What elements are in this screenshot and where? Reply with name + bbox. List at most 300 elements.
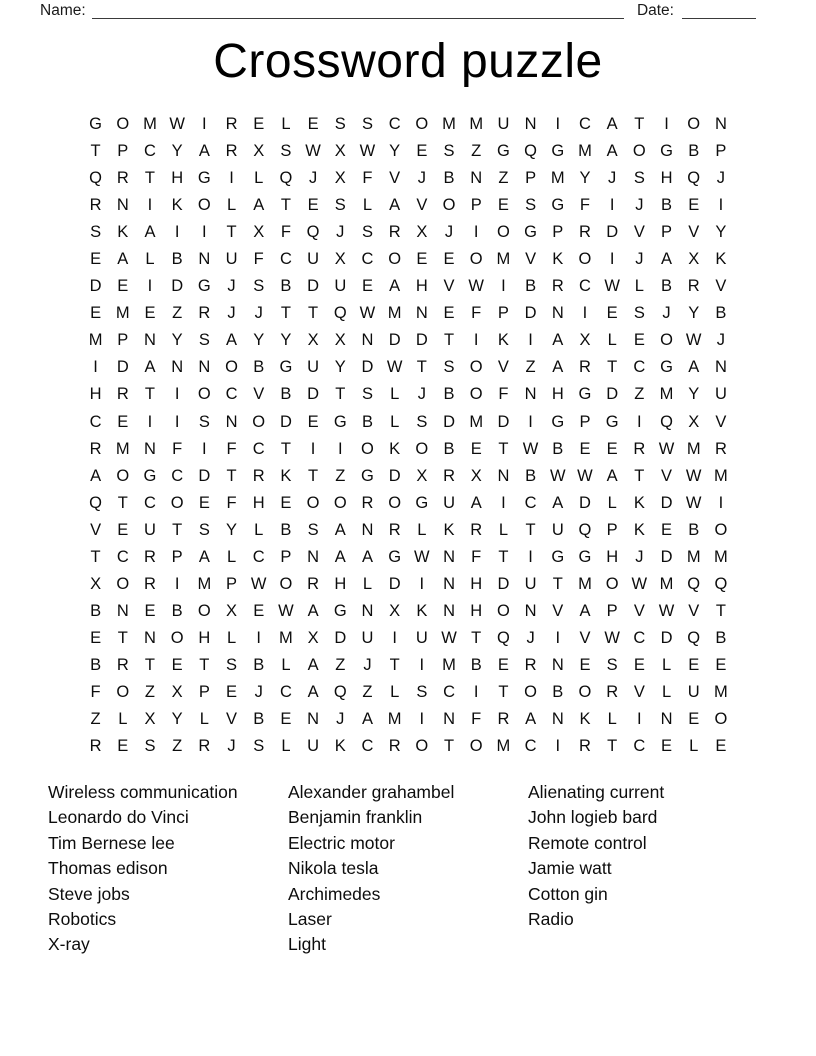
grid-letter: N xyxy=(144,331,156,350)
letter-grid xyxy=(82,111,735,760)
word-list-item: Light xyxy=(288,934,326,955)
grid-letter: V xyxy=(552,601,564,620)
grid-letter: W xyxy=(169,115,185,134)
grid-letter: S xyxy=(280,142,292,161)
word-list-item: Alexander grahambel xyxy=(288,782,455,802)
grid-letter: N xyxy=(307,547,320,566)
grid-letter: N xyxy=(361,331,374,350)
word-list-item: Tim Bernese lee xyxy=(48,832,175,853)
grid-letter: S xyxy=(443,142,455,161)
grid-letter: S xyxy=(633,169,645,188)
word-list-item: John logieb bard xyxy=(528,807,658,828)
grid-letter: U xyxy=(497,115,510,134)
grid-letter: R xyxy=(579,223,591,242)
grid-letter: M xyxy=(686,547,701,566)
grid-letter: B xyxy=(715,628,727,647)
grid-letter: O xyxy=(660,331,673,350)
grid-letter: P xyxy=(470,196,482,215)
grid-letter: T xyxy=(280,304,291,323)
grid-letter: P xyxy=(117,142,129,161)
grid-letter: D xyxy=(334,628,347,647)
grid-letter: N xyxy=(443,574,455,593)
grid-letter: R xyxy=(116,385,129,404)
grid-letter: A xyxy=(117,250,129,269)
grid-letter: R xyxy=(579,358,591,377)
grid-letter: A xyxy=(307,683,319,701)
grid-letter: E xyxy=(226,683,238,701)
grid-letter: U xyxy=(307,358,320,377)
grid-letter: U xyxy=(687,683,700,701)
grid-letter: D xyxy=(279,412,292,431)
grid-letter: S xyxy=(334,115,346,134)
grid-letter: A xyxy=(198,142,210,161)
grid-letter: L xyxy=(607,493,617,512)
grid-letter: W xyxy=(359,142,376,161)
grid-letter: E xyxy=(171,655,183,674)
grid-letter: I xyxy=(392,628,397,647)
grid-letter: H xyxy=(89,385,102,404)
word-list-column xyxy=(528,780,664,932)
grid-letter: A xyxy=(606,466,618,485)
grid-letter: G xyxy=(279,358,293,377)
grid-letter: M xyxy=(387,710,402,729)
grid-letter: F xyxy=(471,304,482,323)
grid-letter: I xyxy=(609,196,615,215)
grid-letter: M xyxy=(115,439,130,458)
grid-letter: X xyxy=(307,628,319,647)
grid-letter: A xyxy=(552,331,564,350)
grid-letter: U xyxy=(361,628,374,647)
grid-letter: E xyxy=(144,304,156,323)
grid-letter: W xyxy=(359,304,376,323)
grid-letter: R xyxy=(116,169,129,188)
grid-letter: J xyxy=(363,655,372,674)
grid-letter: F xyxy=(471,710,482,729)
grid-letter: E xyxy=(253,601,265,620)
grid-letter: G xyxy=(551,412,565,431)
grid-letter: Q xyxy=(333,683,347,701)
grid-letter: Q xyxy=(714,574,728,593)
grid-letter: T xyxy=(416,358,427,377)
grid-letter: M xyxy=(686,439,701,458)
grid-letter: I xyxy=(174,223,180,242)
grid-letter: W xyxy=(604,277,620,296)
word-list-item: Laser xyxy=(288,909,332,930)
grid-letter: H xyxy=(198,628,211,647)
grid-letter: L xyxy=(145,250,155,269)
grid-letter: B xyxy=(552,439,564,458)
grid-letter: C xyxy=(524,737,537,756)
grid-letter: H xyxy=(551,385,564,404)
word-list-item: Radio xyxy=(528,909,574,930)
grid-letter: K xyxy=(443,520,455,539)
grid-letter: Q xyxy=(89,169,103,188)
grid-letter: O xyxy=(116,466,130,485)
grid-letter: H xyxy=(252,493,265,512)
name-blank-line xyxy=(92,2,624,19)
grid-letter: T xyxy=(634,115,645,134)
grid-letter: L xyxy=(362,574,373,593)
grid-letter: D xyxy=(443,412,455,431)
grid-letter: H xyxy=(606,547,619,566)
grid-letter: E xyxy=(633,331,645,350)
grid-letter: I xyxy=(609,250,615,269)
word-list-item: Archimedes xyxy=(288,883,381,904)
grid-letter: Q xyxy=(578,520,592,539)
grid-letter: V xyxy=(90,520,102,539)
grid-letter: O xyxy=(496,223,510,242)
grid-letter: N xyxy=(660,710,673,729)
grid-letter: F xyxy=(172,439,183,458)
grid-letter: J xyxy=(635,547,644,566)
grid-letter: D xyxy=(660,547,673,566)
grid-letter: J xyxy=(254,304,263,323)
grid-letter: R xyxy=(89,196,102,215)
grid-letter: U xyxy=(144,520,156,539)
grid-letter: Y xyxy=(171,331,183,350)
grid-letter: R xyxy=(443,466,455,485)
grid-letter: Z xyxy=(362,683,373,701)
grid-letter: E xyxy=(661,737,673,756)
grid-letter: D xyxy=(89,277,102,296)
grid-letter: J xyxy=(308,169,318,188)
grid-letter: G xyxy=(197,277,211,296)
grid-letter: S xyxy=(144,737,156,756)
grid-letter: I xyxy=(501,493,506,512)
grid-letter: E xyxy=(579,439,591,458)
grid-letter: M xyxy=(279,628,293,647)
grid-letter: I xyxy=(174,385,180,404)
grid-letter: I xyxy=(582,304,588,323)
grid-letter: T xyxy=(471,628,482,647)
grid-letter: Z xyxy=(498,169,509,188)
grid-letter: V xyxy=(688,601,700,620)
grid-letter: E xyxy=(280,710,292,729)
grid-letter: R xyxy=(714,439,727,458)
grid-letter: G xyxy=(415,493,429,512)
grid-letter: N xyxy=(144,439,156,458)
grid-letter: J xyxy=(662,304,671,323)
grid-letter: D xyxy=(388,574,401,593)
grid-letter: P xyxy=(579,412,591,431)
grid-letter: W xyxy=(604,628,620,647)
grid-letter: H xyxy=(470,574,483,593)
grid-letter: O xyxy=(687,115,701,134)
grid-letter: X xyxy=(90,574,102,593)
grid-letter: C xyxy=(579,115,591,134)
grid-letter: I xyxy=(202,223,207,242)
grid-letter: C xyxy=(279,250,292,269)
grid-letter: G xyxy=(333,601,347,620)
grid-letter: S xyxy=(226,655,238,674)
grid-letter: I xyxy=(229,169,234,188)
grid-letter: N xyxy=(361,601,374,620)
grid-letter: W xyxy=(250,574,267,593)
grid-letter: S xyxy=(334,196,346,215)
grid-letter: V xyxy=(633,601,645,620)
grid-letter: D xyxy=(415,331,428,350)
grid-letter: C xyxy=(89,412,102,431)
grid-letter: R xyxy=(116,655,129,674)
grid-letter: Z xyxy=(144,683,156,701)
grid-letter: N xyxy=(361,520,374,539)
grid-letter: B xyxy=(90,655,102,674)
grid-letter: F xyxy=(90,683,101,701)
grid-letter: B xyxy=(171,250,183,269)
grid-letter: D xyxy=(497,574,510,593)
grid-letter: E xyxy=(117,277,129,296)
grid-letter: I xyxy=(310,439,316,458)
grid-letter: H xyxy=(334,574,347,593)
grid-letter: R xyxy=(551,277,564,296)
grid-letter: F xyxy=(471,547,482,566)
grid-letter: B xyxy=(715,304,727,323)
grid-letter: A xyxy=(334,547,346,566)
grid-letter: Y xyxy=(688,304,700,323)
grid-letter: O xyxy=(252,412,266,431)
grid-letter: Y xyxy=(688,385,700,404)
grid-letter: N xyxy=(470,169,483,188)
grid-letter: Z xyxy=(525,358,536,377)
grid-letter: R xyxy=(579,737,591,756)
grid-letter: Q xyxy=(279,169,293,188)
grid-letter: C xyxy=(361,737,374,756)
grid-letter: I xyxy=(147,277,153,296)
grid-letter: X xyxy=(226,601,238,620)
grid-letter: R xyxy=(361,493,374,512)
grid-letter: U xyxy=(225,250,238,269)
grid-letter: I xyxy=(93,358,98,377)
grid-letter: R xyxy=(225,115,238,134)
grid-letter: L xyxy=(281,737,291,756)
grid-letter: V xyxy=(633,683,645,701)
grid-letter: W xyxy=(386,358,403,377)
grid-letter: Q xyxy=(306,223,320,242)
grid-letter: S xyxy=(633,304,645,323)
grid-letter: F xyxy=(498,385,509,404)
grid-letter: O xyxy=(197,601,211,620)
grid-letter: T xyxy=(498,683,509,701)
grid-letter: W xyxy=(685,493,702,512)
grid-letter: C xyxy=(388,115,401,134)
grid-letter: V xyxy=(633,223,645,242)
grid-letter: T xyxy=(117,493,128,512)
grid-letter: T xyxy=(335,385,346,404)
grid-letter: L xyxy=(634,277,644,296)
grid-letter: W xyxy=(414,547,430,566)
grid-letter: G xyxy=(197,169,211,188)
grid-letter: O xyxy=(415,737,429,756)
word-list-column xyxy=(288,780,454,958)
grid-letter: L xyxy=(607,331,617,350)
grid-letter: K xyxy=(579,710,591,729)
grid-letter: M xyxy=(469,412,484,431)
grid-letter: F xyxy=(253,250,264,269)
grid-letter: T xyxy=(498,439,509,458)
grid-letter: O xyxy=(469,358,483,377)
grid-letter: E xyxy=(606,304,618,323)
word-list-item: Cotton gin xyxy=(528,883,608,904)
grid-letter: E xyxy=(688,710,700,729)
grid-letter: G xyxy=(89,115,103,134)
grid-letter: C xyxy=(633,737,646,756)
grid-letter: I xyxy=(473,683,479,701)
grid-letter: M xyxy=(714,683,728,701)
grid-letter: N xyxy=(551,304,564,323)
grid-letter: M xyxy=(496,250,511,269)
grid-letter: W xyxy=(631,574,648,593)
grid-letter: W xyxy=(549,466,566,485)
grid-letter: J xyxy=(336,223,345,242)
grid-letter: X xyxy=(389,601,401,620)
grid-letter: T xyxy=(607,358,618,377)
grid-letter: A xyxy=(525,710,537,729)
grid-letter: Z xyxy=(335,655,346,674)
grid-letter: T xyxy=(144,385,156,404)
grid-letter: N xyxy=(524,601,537,620)
grid-letter: E xyxy=(253,115,265,134)
grid-letter: L xyxy=(226,196,237,215)
grid-letter: W xyxy=(685,331,702,350)
word-list-item: Wireless communication xyxy=(48,782,238,802)
grid-letter: L xyxy=(390,412,400,431)
grid-letter: I xyxy=(555,737,561,756)
grid-letter: L xyxy=(281,655,291,674)
grid-letter: I xyxy=(174,574,180,593)
grid-letter: J xyxy=(526,628,535,647)
grid-letter: U xyxy=(714,385,727,404)
grid-letter: X xyxy=(253,223,265,242)
grid-letter: X xyxy=(144,710,156,729)
grid-letter: M xyxy=(578,142,592,161)
grid-letter: R xyxy=(225,142,238,161)
grid-letter: D xyxy=(579,493,591,512)
grid-letter: D xyxy=(361,358,374,377)
grid-letter: O xyxy=(632,142,646,161)
grid-letter: R xyxy=(198,737,211,756)
grid-letter: L xyxy=(226,628,237,647)
grid-letter: B xyxy=(661,196,673,215)
grid-letter: T xyxy=(172,520,183,539)
grid-letter: G xyxy=(388,547,402,566)
grid-letter: S xyxy=(361,223,373,242)
grid-letter: S xyxy=(525,196,537,215)
grid-letter: S xyxy=(416,683,428,701)
word-list-item: Electric motor xyxy=(288,832,395,853)
grid-letter: D xyxy=(388,331,401,350)
grid-letter: O xyxy=(415,439,429,458)
grid-letter: R xyxy=(144,547,156,566)
grid-letter: P xyxy=(552,223,564,242)
grid-letter: S xyxy=(198,331,210,350)
grid-letter: M xyxy=(442,655,456,674)
grid-letter: V xyxy=(389,169,401,188)
grid-letter: D xyxy=(660,628,673,647)
grid-letter: R xyxy=(524,655,537,674)
grid-letter: G xyxy=(660,358,673,377)
grid-letter: J xyxy=(417,169,426,188)
grid-letter: B xyxy=(688,520,700,539)
grid-letter: M xyxy=(578,574,592,593)
grid-letter: M xyxy=(659,574,674,593)
grid-letter: M xyxy=(88,331,103,350)
grid-letter: E xyxy=(715,737,727,756)
grid-letter: L xyxy=(390,683,400,701)
grid-letter: K xyxy=(416,601,428,620)
grid-letter: U xyxy=(307,250,320,269)
grid-letter: O xyxy=(361,439,374,458)
grid-letter: R xyxy=(470,520,483,539)
grid-letter: I xyxy=(202,115,207,134)
grid-letter: G xyxy=(551,547,565,566)
grid-letter: O xyxy=(714,520,728,539)
grid-letter: U xyxy=(307,737,320,756)
name-label: Name: xyxy=(40,2,86,19)
grid-letter: B xyxy=(470,655,482,674)
grid-letter: O xyxy=(714,710,728,729)
grid-letter: L xyxy=(362,196,373,215)
date-blank-line xyxy=(682,2,756,19)
grid-letter: K xyxy=(389,439,401,458)
grid-letter: K xyxy=(715,250,727,269)
grid-letter: I xyxy=(501,277,506,296)
grid-letter: E xyxy=(497,196,509,215)
grid-letter: J xyxy=(254,683,263,701)
grid-letter: Y xyxy=(226,520,238,539)
grid-letter: O xyxy=(496,601,510,620)
grid-letter: D xyxy=(388,466,401,485)
grid-letter: Q xyxy=(333,304,347,323)
grid-letter: R xyxy=(687,277,700,296)
grid-letter: U xyxy=(443,493,455,512)
grid-letter: A xyxy=(144,358,156,377)
grid-letter: N xyxy=(225,412,238,431)
grid-letter: E xyxy=(688,196,700,215)
grid-letter: N xyxy=(443,601,455,620)
grid-letter: B xyxy=(661,277,673,296)
grid-letter: D xyxy=(307,385,320,404)
grid-letter: G xyxy=(143,466,157,485)
grid-letter: E xyxy=(307,115,319,134)
grid-letter: T xyxy=(308,466,319,485)
grid-letter: M xyxy=(197,574,212,593)
grid-letter: M xyxy=(143,115,157,134)
grid-letter: P xyxy=(117,331,129,350)
grid-letter: T xyxy=(90,547,101,566)
grid-letter: D xyxy=(198,466,211,485)
grid-letter: U xyxy=(524,574,537,593)
grid-letter: L xyxy=(281,115,291,134)
grid-letter: A xyxy=(389,196,401,215)
grid-letter: O xyxy=(578,250,592,269)
grid-letter: Y xyxy=(171,710,183,729)
grid-letter: B xyxy=(443,169,455,188)
grid-letter: N xyxy=(714,358,727,377)
grid-letter: E xyxy=(715,655,727,674)
grid-letter: C xyxy=(443,683,455,701)
grid-letter: G xyxy=(578,547,592,566)
grid-letter: B xyxy=(280,277,292,296)
grid-letter: O xyxy=(116,115,130,134)
grid-letter: E xyxy=(579,655,591,674)
grid-letter: U xyxy=(334,277,347,296)
grid-letter: I xyxy=(473,223,479,242)
word-list-item: X-ray xyxy=(48,934,90,955)
grid-letter: I xyxy=(555,628,561,647)
word-list-item: Remote control xyxy=(528,832,647,853)
grid-letter: A xyxy=(307,601,319,620)
grid-letter: B xyxy=(280,520,292,539)
